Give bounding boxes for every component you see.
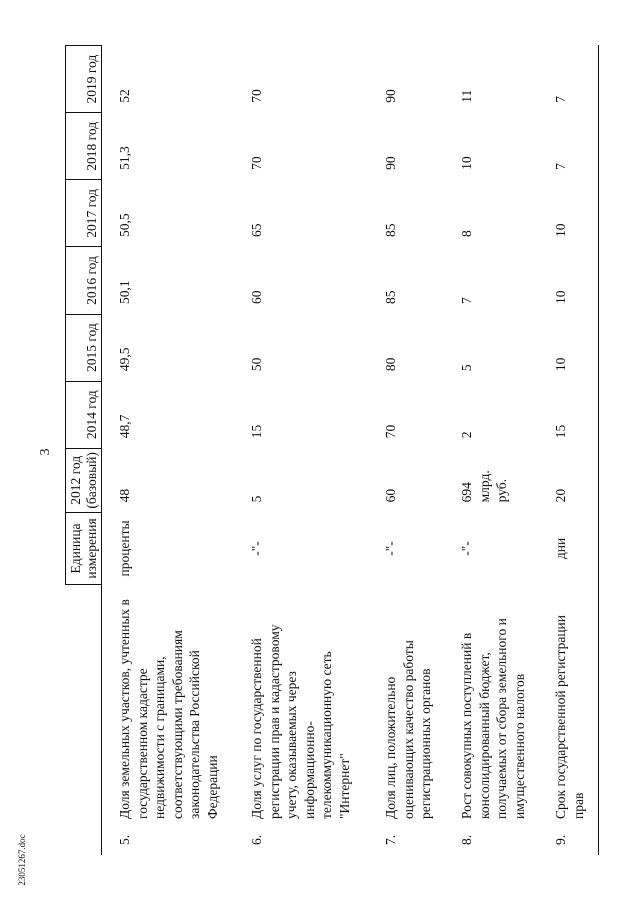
value-cell: 7: [538, 113, 599, 180]
value-cell: 10: [459, 156, 475, 170]
base-value-cell: 5: [249, 495, 265, 503]
value-cell: 50,5: [117, 213, 133, 237]
value-cell: 50: [249, 357, 265, 372]
table-row: [444, 46, 538, 856]
value-cell: 7: [459, 297, 475, 305]
value-cell: 8: [459, 230, 475, 237]
header-year: 2016 год: [66, 247, 102, 314]
value-cell: 15: [249, 424, 265, 439]
value-cell: 15: [538, 381, 599, 448]
value-cell: 5: [459, 364, 475, 372]
base-value-cell: 60: [383, 488, 399, 503]
unit-cell: проценты: [117, 520, 133, 577]
value-cell: 10: [538, 180, 599, 247]
row-number: 6.: [249, 834, 265, 845]
indicator-name: Доля земельных участков, учтенных в государственном кадастре недвижимости с границами, соответствующими требованиям законодательства Российской Федерации: [117, 599, 220, 819]
value-cell: 52: [117, 89, 133, 103]
indicator-name: Доля лиц, положительно оценивающих качество работы регистрационных органов: [383, 640, 434, 819]
value-cell: 80: [383, 357, 399, 372]
header-year: 2017 год: [66, 180, 102, 247]
header-year: 2015 год: [66, 314, 102, 381]
value-cell: 49,5: [117, 347, 133, 372]
unit-cell: -"-: [459, 541, 475, 556]
value-cell: 60: [249, 290, 265, 305]
indicator-cell: [102, 585, 235, 856]
header-year: 2014 год: [66, 381, 102, 448]
value-cell: 10: [538, 314, 599, 381]
value-cell: 90: [383, 89, 399, 103]
unit-cell: -"-: [249, 541, 265, 556]
indicator-cell: [538, 585, 599, 856]
header-year: 2018 год: [66, 113, 102, 180]
base-value-cell: 48: [117, 488, 133, 503]
indicator-name: Доля услуг по государственной регистрации прав и кадастровому учету, оказываемых через информационно-телекоммуникационную сеть "Интернет": [249, 624, 352, 819]
row-number: 7.: [383, 834, 399, 845]
value-cell: 65: [249, 223, 265, 237]
indicator-name: Рост совокупных поступлений в консолидированный бюджет, получаемых от сбора земельного и имущественного налогов: [459, 618, 527, 819]
header-row: [66, 46, 102, 856]
table-row: [102, 46, 235, 856]
table-row: [234, 46, 368, 856]
value-cell: 90: [383, 156, 399, 170]
row-number: 8.: [459, 834, 475, 845]
value-cell: 70: [249, 89, 265, 103]
header-base-year: 2012 год (базовый): [66, 448, 102, 512]
document-code: 23051267.doc: [17, 834, 27, 886]
value-cell: 51,3: [117, 146, 133, 170]
header-year: 2019 год: [66, 46, 102, 113]
value-cell: 48,7: [117, 414, 133, 439]
value-cell: 70: [383, 424, 399, 439]
header-indicator: [66, 585, 102, 856]
value-cell: 50,1: [117, 280, 133, 305]
base-value-cell: 694 млрд. руб.: [459, 470, 510, 503]
indicator-cell: [368, 585, 444, 856]
row-number: 9.: [553, 834, 569, 845]
value-cell: 70: [249, 156, 265, 170]
row-number: 5.: [117, 834, 133, 845]
value-cell: 2: [459, 431, 475, 439]
indicators-table: [65, 45, 599, 855]
rotated-table-container: [65, 45, 586, 855]
header-unit: Единица измерения: [66, 512, 102, 584]
indicator-name: Срок государственной регистрации прав: [553, 614, 586, 819]
base-value-cell: 20: [538, 448, 599, 512]
unit-cell: -"-: [383, 541, 399, 556]
value-cell: 7: [538, 46, 599, 113]
indicator-cell: [234, 585, 368, 856]
value-cell: 85: [383, 223, 399, 237]
table-row: [538, 46, 599, 856]
value-cell: 10: [538, 247, 599, 314]
value-cell: 85: [383, 290, 399, 305]
unit-cell: дни: [538, 512, 599, 584]
indicator-cell: [444, 585, 538, 856]
table-row: [368, 46, 444, 856]
page-number: 3: [38, 448, 53, 456]
value-cell: 11: [459, 89, 475, 103]
